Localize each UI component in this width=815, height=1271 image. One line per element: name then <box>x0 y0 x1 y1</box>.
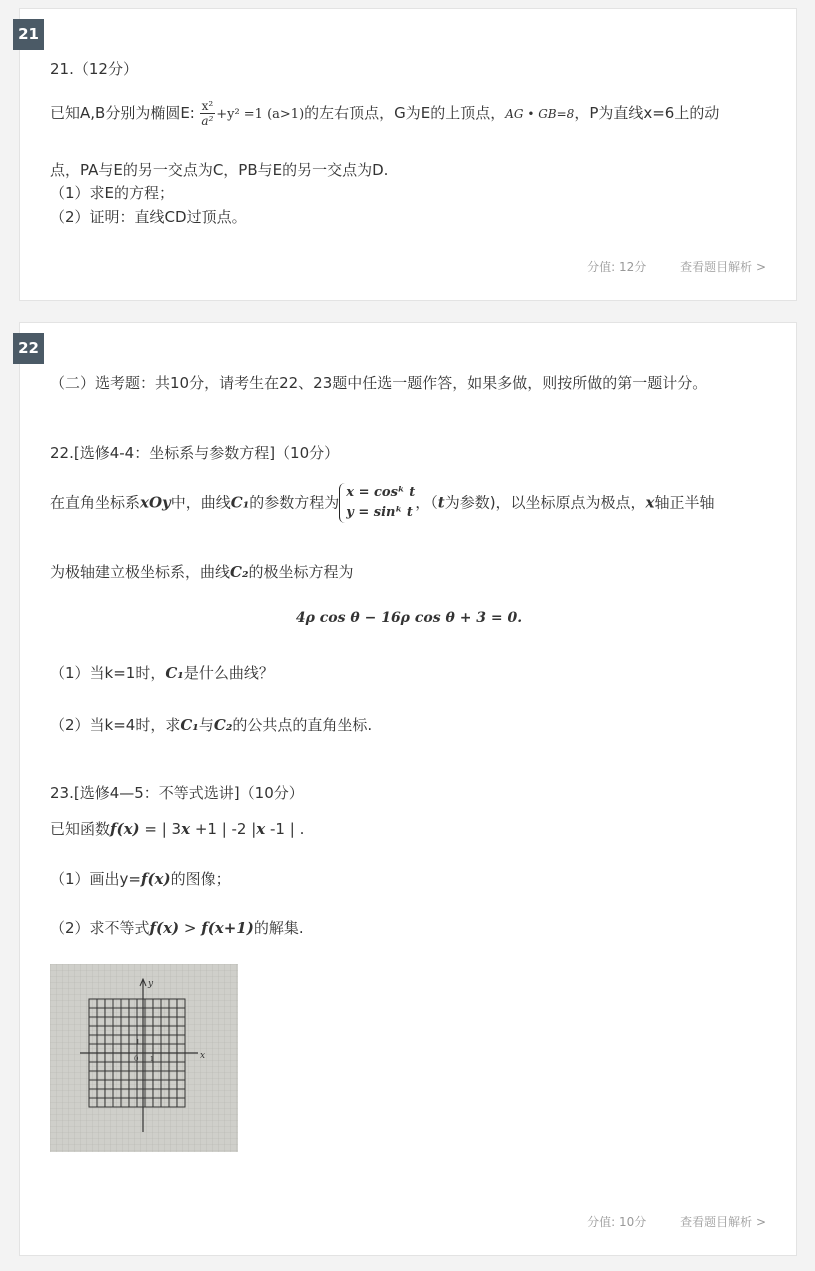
question-23-part-1: （1）画出y=f(x)的图像； <box>50 870 231 888</box>
question-22-line-2: 为极轴建立极坐标系，曲线C₂的极坐标方程为 <box>50 563 354 581</box>
question-22-part-1: （1）当k=1时，C₁是什么曲线？ <box>50 664 274 682</box>
card-footer <box>557 1213 766 1230</box>
question-22-part-2: （2）当k=4时，求C₁与C₂的公共点的直角坐标. <box>50 716 373 734</box>
question-number-badge: 21 <box>13 19 44 50</box>
question-card-22 <box>19 322 797 1256</box>
svg-text:1: 1 <box>136 1039 140 1046</box>
vector-expression: AG • GB=8 <box>505 107 575 121</box>
elective-intro: （二）选考题：共10分，请考生在22、23题中任选一题作答，如果多做，则按所做的第一题计分。 <box>50 374 708 392</box>
fraction: $\frac{\text{x²}}{\text{a²}}$ <box>201 99 214 128</box>
question-title: 21.（12分） <box>50 60 138 78</box>
card-footer <box>557 258 766 275</box>
parametric-equations: x = cosᵏ t y = sinᵏ t <box>339 483 415 523</box>
polar-equation: 4ρ cos θ − 16ρ cos θ + 3 = 0. <box>295 610 523 626</box>
view-solution-link[interactable]: 查看题目解析 > <box>680 260 766 274</box>
question-line-1: 已知A,B分别为椭圆E: $\frac{\text{x²}}{\text{a²}}$ +y² =1 (a>1)的左右顶点，G为E的上顶点，AG • GB=8，P为直线x=6上的动 <box>50 99 720 128</box>
question-22-line-1: 在直角坐标系xOy中，曲线C₁的参数方程为 x = cosᵏ t y = sinᵏ t ，（t为参数)，以坐标原点为极点，x轴正半轴 <box>50 483 715 523</box>
question-line-2: 点，PA与E的另一交点为C，PB与E的另一交点为D. <box>50 161 389 179</box>
svg-text:x: x <box>200 1051 206 1061</box>
view-solution-link[interactable]: 查看题目解析 > <box>680 1215 766 1229</box>
svg-text:0: 0 <box>134 1055 139 1063</box>
question-part-2: （2）证明：直线CD过顶点。 <box>50 208 247 226</box>
coordinate-grid <box>50 964 238 1152</box>
svg-text:y: y <box>148 979 154 989</box>
graph-paper-image <box>50 964 238 1152</box>
svg-text:1: 1 <box>150 1056 154 1063</box>
question-number-badge: 22 <box>13 333 44 364</box>
score-label: 分值: 12分 <box>587 260 647 274</box>
question-card-21 <box>19 8 797 301</box>
question-23-function: 已知函数f(x) = | 3x +1 | -2 |x -1 | . <box>50 820 305 838</box>
score-label: 分值: 10分 <box>587 1215 647 1229</box>
question-23-title: 23.[选修4—5：不等式选讲]（10分） <box>50 784 304 802</box>
question-23-part-2: （2）求不等式f(x) > f(x+1)的解集. <box>50 919 304 937</box>
question-part-1: （1）求E的方程； <box>50 184 175 202</box>
question-22-title: 22.[选修4-4：坐标系与参数方程]（10分） <box>50 444 340 462</box>
